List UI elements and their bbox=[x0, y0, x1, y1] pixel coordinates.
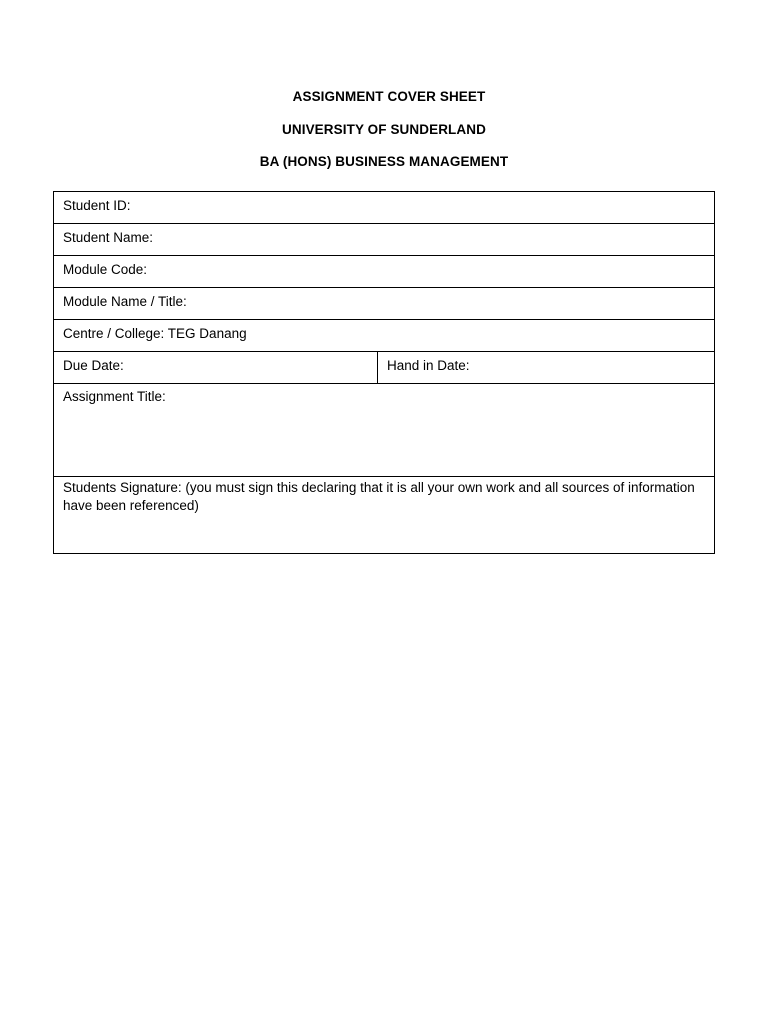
programme-name: BA (HONS) BUSINESS MANAGEMENT bbox=[259, 154, 509, 169]
table-row bbox=[54, 256, 715, 288]
cover-sheet-table bbox=[53, 191, 715, 554]
table-row bbox=[54, 477, 715, 554]
module-name-field[interactable]: Module Name / Title: bbox=[54, 288, 715, 320]
table-row bbox=[54, 320, 715, 352]
student-name-field[interactable]: Student Name: bbox=[54, 224, 715, 256]
student-id-field[interactable]: Student ID: bbox=[54, 192, 715, 224]
hand-in-date-field[interactable]: Hand in Date: bbox=[378, 352, 715, 384]
table-row bbox=[54, 288, 715, 320]
module-code-field[interactable]: Module Code: bbox=[54, 256, 715, 288]
due-date-field[interactable]: Due Date: bbox=[54, 352, 378, 384]
document-title: ASSIGNMENT COVER SHEET bbox=[292, 89, 486, 104]
assignment-title-field[interactable]: Assignment Title: bbox=[54, 384, 715, 477]
university-name: UNIVERSITY OF SUNDERLAND bbox=[282, 122, 486, 137]
table-row bbox=[54, 192, 715, 224]
table-row bbox=[54, 224, 715, 256]
table-row bbox=[54, 384, 715, 477]
student-signature-field[interactable]: Students Signature: (you must sign this declaring that it is all your own work and all sources of information have been referenced) bbox=[54, 477, 715, 554]
table-row bbox=[54, 352, 715, 384]
centre-college-field[interactable]: Centre / College: TEG Danang bbox=[54, 320, 715, 352]
